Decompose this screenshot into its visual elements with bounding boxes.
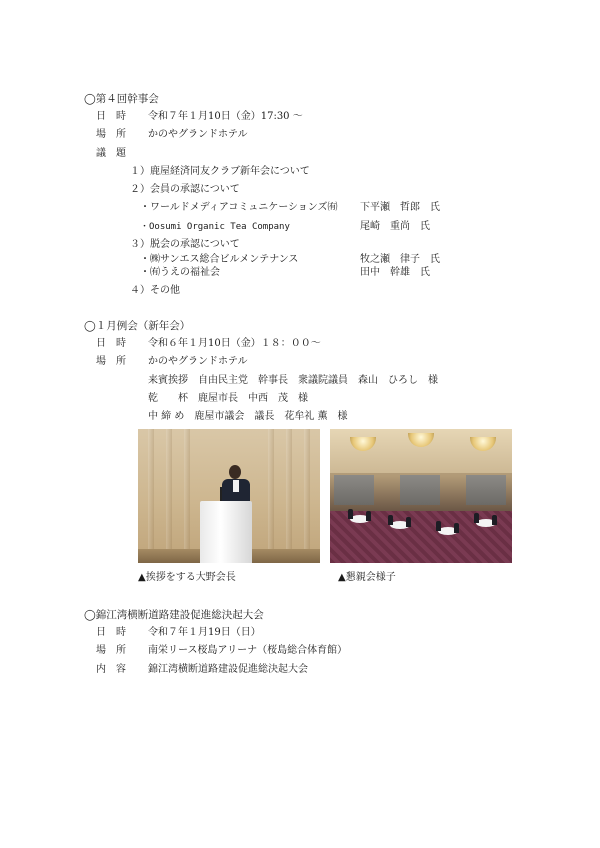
member-a-name: ・ワールドメディアコミュニケーションズ㈲ <box>140 202 338 213</box>
agenda-item-3: ３）脱会の承認について <box>130 239 240 250</box>
podium <box>200 501 252 563</box>
date-value: 令和７年１月19日（日） <box>148 627 261 638</box>
agenda-item-1: １）鹿屋経済同友クラブ新年会について <box>130 166 310 177</box>
agenda-label: 議 題 <box>96 148 126 159</box>
toast: 乾 杯 鹿屋市長 中西 茂 様 <box>148 393 308 404</box>
speaker-figure <box>229 465 241 479</box>
withdraw-b-name: ・㈲うえの福祉会 <box>140 267 220 278</box>
date-value: 令和６年１月10日（金）１８：００～ <box>148 338 321 349</box>
place-label: 場 所 <box>96 129 126 140</box>
withdraw-a-person: 牧之瀬 律子 氏 <box>360 254 440 265</box>
place-value: かのやグランドホテル <box>148 129 248 140</box>
place-value: かのやグランドホテル <box>148 356 248 367</box>
speech-photo <box>138 429 320 563</box>
section-title-new-year: ◯１月例会（新年会） <box>84 320 191 332</box>
content-label: 内 容 <box>96 664 126 675</box>
place-label: 場 所 <box>96 356 126 367</box>
withdraw-a-name: ・㈱サンエス総合ビルメンテナンス <box>140 254 299 265</box>
caption-speech: ▲挨拶をする大野会長 <box>138 572 236 583</box>
place-value: 南栄リース桜島アリーナ（桜島総合体育館） <box>148 645 348 656</box>
content-value: 錦江湾横断道路建設促進総決起大会 <box>148 664 308 675</box>
date-label: 日 時 <box>96 111 126 122</box>
member-b-person: 尾崎 重尚 氏 <box>360 221 430 232</box>
agenda-item-2: ２）会員の承認について <box>130 184 240 195</box>
member-a-person: 下平瀬 哲郎 氏 <box>360 202 440 213</box>
section-title-rally: ◯錦江湾横断道路建設促進総決起大会 <box>84 609 264 621</box>
place-label: 場 所 <box>96 645 126 656</box>
banquet-photo <box>330 429 512 563</box>
guest-greeting: 来賓挨拶 自由民主党 幹事長 衆議院議員 森山 ひろし 様 <box>148 375 438 386</box>
withdraw-b-person: 田中 幹雄 氏 <box>360 267 430 278</box>
date-value: 令和７年１月10日（金）17:30 ～ <box>148 111 303 122</box>
caption-banquet: ▲懇親会様子 <box>338 572 396 583</box>
member-b-name: ・Oosumi Organic Tea Company <box>140 222 290 232</box>
date-label: 日 時 <box>96 627 126 638</box>
agenda-item-4: ４）その他 <box>130 285 180 296</box>
closing-toast: 中 締 め 鹿屋市議会 議長 花牟礼 薫 様 <box>148 411 348 422</box>
section-title-kanji-meeting: ◯第４回幹事会 <box>84 93 159 105</box>
date-label: 日 時 <box>96 338 126 349</box>
